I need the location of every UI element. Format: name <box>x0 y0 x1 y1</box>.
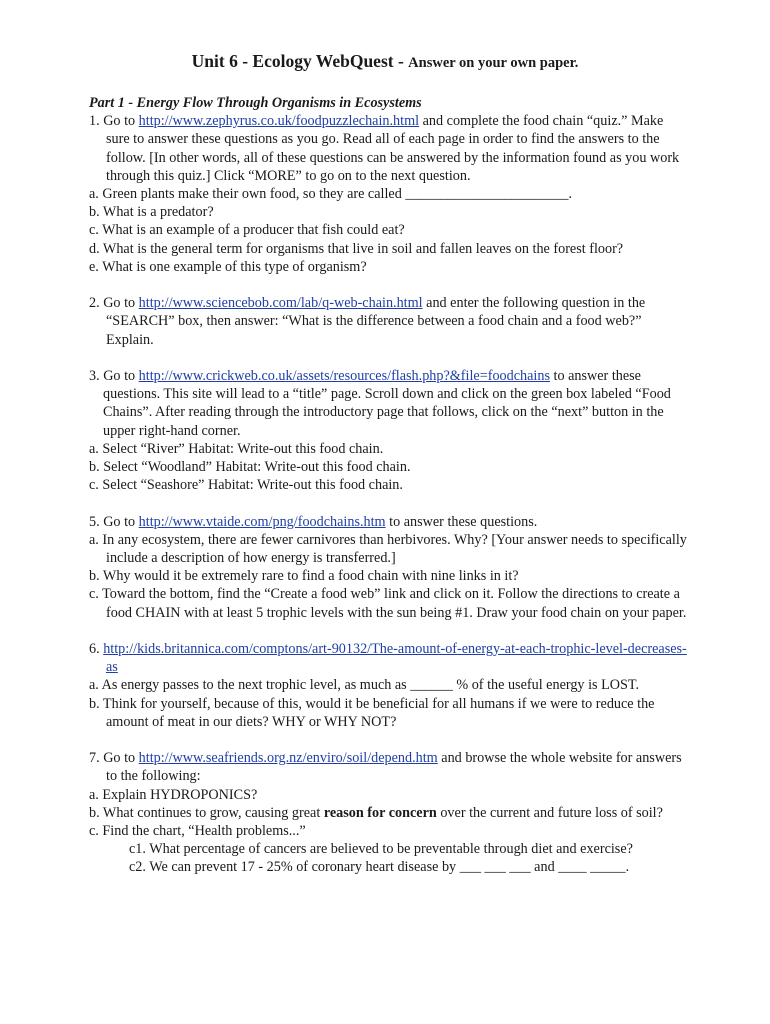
link-zephyrus[interactable]: http://www.zephyrus.co.uk/foodpuzzlechain.html <box>138 113 420 130</box>
question-3b: b. Select “Woodland” Habitat: Write-out this food chain. <box>89 459 411 476</box>
part1-heading: Part 1 - Energy Flow Through Organisms in Ecosystems <box>89 95 422 111</box>
question-6: 6. http://kids.britannica.com/comptons/art-90132/The-amount-of-energy-at-each-trophic-level-decreases-as <box>89 641 687 676</box>
question-3c: c. Select “Seashore” Habitat: Write-out this food chain. <box>89 477 403 494</box>
question-7b: b. What continues to grow, causing great reason for concern over the current and future loss of soil? <box>89 804 663 821</box>
question-3: 3. Go to http://www.crickweb.co.uk/assets/resources/flash.php?&file=foodchains to answer these questions. This site will lead to a “title” page. Scroll down and click on the green box labeled “Food Chains”. After reading through the introductory page that follows, click on the “next” button in the upper right-hand corner. <box>89 368 671 439</box>
question-1c: c. What is an example of a producer that fish could eat? <box>89 222 405 239</box>
worksheet-body <box>89 94 689 877</box>
question-5b: b. Why would it be extremely rare to find a food chain with nine links in it? <box>89 568 519 585</box>
question-7: 7. Go to http://www.seafriends.org.nz/enviro/soil/depend.htm and browse the whole website for answers to the following: <box>89 750 682 785</box>
question-1e: e. What is one example of this type of organism? <box>89 258 367 275</box>
question-5a: a. In any ecosystem, there are fewer carnivores than herbivores. Why? [Your answer needs to specifically include a description of how energy is transferred.] <box>89 531 687 567</box>
question-7a: a. Explain HYDROPONICS? <box>89 786 258 803</box>
title-main: Unit 6 - Ecology WebQuest - <box>191 51 409 71</box>
question-1b: b. What is a predator? <box>89 204 214 221</box>
link-vtaide[interactable]: http://www.vtaide.com/png/foodchains.htm <box>138 513 386 530</box>
question-7c1: c1. What percentage of cancers are believed to be preventable through diet and exercise? <box>129 841 633 858</box>
question-6b: b. Think for yourself, because of this, would it be beneficial for all humans if we were to reduce the amount of meat in our diets? WHY or WHY NOT? <box>89 695 655 730</box>
link-britannica[interactable]: http://kids.britannica.com/comptons/art-90132/The-amount-of-energy-at-each-trophic-level-decreases-as <box>103 641 687 676</box>
question-5c: c. Toward the bottom, find the “Create a food web” link and click on it. Follow the directions to create a food CHAIN with at least 5 trophic levels with the sun being #1. Draw your food chain on your paper. <box>89 586 687 621</box>
question-1: 1. Go to http://www.zephyrus.co.uk/foodpuzzlechain.html and complete the food chain “quiz.” Make sure to answer these questions as you go. Read all of each page in order to find the answers to the follow. [In other words, all of these questions can be answered by the information found as you work through this quiz.] Click “MORE” to go on to the next question. <box>89 113 680 184</box>
question-7c2: c2. We can prevent 17 - 25% of coronary heart disease by ___ ___ ___ and ____ _____. <box>129 859 630 876</box>
link-sciencebob[interactable]: http://www.sciencebob.com/lab/q-web-chain.html <box>138 295 423 312</box>
question-6a: a. As energy passes to the next trophic level, as much as ______ % of the useful energy is LOST. <box>89 677 640 694</box>
link-seafriends[interactable]: http://www.seafriends.org.nz/enviro/soil/depend.htm <box>138 750 438 767</box>
question-7c: c. Find the chart, “Health problems...” <box>89 823 306 840</box>
link-crickweb[interactable]: http://www.crickweb.co.uk/assets/resources/flash.php?&file=foodchains <box>138 368 550 385</box>
question-1d: d. What is the general term for organisms that live in soil and fallen leaves on the forest floor? <box>89 240 624 257</box>
question-2: 2. Go to http://www.sciencebob.com/lab/q-web-chain.html and enter the following question in the “SEARCH” box, then answer: “What is the difference between a food chain and a food web?” Explain. <box>89 295 646 348</box>
question-3a: a. Select “River” Habitat: Write-out this food chain. <box>89 440 384 457</box>
title-subtitle: Answer on your own paper. <box>408 55 579 71</box>
page-title <box>0 51 770 72</box>
question-5: 5. Go to http://www.vtaide.com/png/foodchains.htm to answer these questions. <box>89 513 538 530</box>
question-1a: a. Green plants make their own food, so they are called _______________________. <box>89 186 573 203</box>
